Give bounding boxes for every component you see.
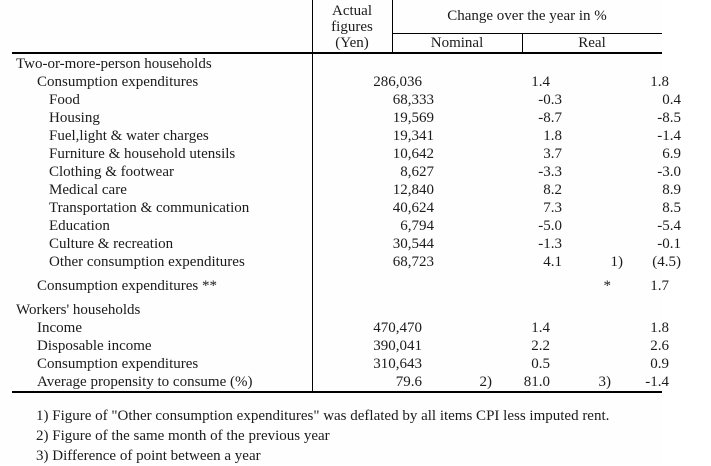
real-value: (4.5) <box>652 254 681 270</box>
row-label: Medical care <box>49 182 127 198</box>
row-label: Income <box>37 320 82 336</box>
table-row <box>0 301 662 319</box>
column-header-change-over-year <box>392 0 662 32</box>
real-value: -1.4 <box>657 128 681 144</box>
actual-figures-value: 68,333 <box>392 92 434 108</box>
table-row <box>0 277 669 295</box>
actual-figures-value: 6,794 <box>400 218 434 234</box>
footnote-marker: 2) <box>479 374 492 390</box>
real-value-cell <box>571 181 711 199</box>
footnote-marker: 1) <box>610 254 623 270</box>
row-label: Fuel,light & water charges <box>49 128 209 144</box>
real-value-cell <box>559 373 699 391</box>
real-value-cell <box>571 91 711 109</box>
table-row <box>0 373 669 391</box>
real-value <box>598 55 648 73</box>
nominal-value: -3.3 <box>538 164 562 180</box>
nominal-value-cell <box>442 145 571 163</box>
real-value-cell <box>538 301 678 319</box>
row-label: Furniture & household utensils <box>49 146 236 162</box>
nominal-value-cell <box>430 73 559 91</box>
row-label: Culture & recreation <box>49 236 174 252</box>
real-value: 2.6 <box>650 338 669 354</box>
real-value: 8.9 <box>662 182 681 198</box>
real-value-cell <box>571 127 711 145</box>
actual-figures-value: 8,627 <box>400 164 434 180</box>
actual-figures-label: Actual figures <box>331 3 373 35</box>
real-value-cell <box>571 145 711 163</box>
nominal-value: 2.2 <box>531 338 550 354</box>
actual-figures-value: 68,723 <box>392 254 434 270</box>
table-row <box>0 181 681 199</box>
table-row <box>0 73 669 91</box>
table-body <box>0 55 681 391</box>
table-row <box>0 109 681 127</box>
row-label: Average propensity to consume (%) <box>37 374 253 390</box>
table-row <box>0 55 662 73</box>
nominal-value-cell <box>442 181 571 199</box>
nominal-value-cell <box>442 199 571 217</box>
row-label: Housing <box>49 110 100 126</box>
nominal-value-cell <box>442 109 571 127</box>
nominal-value-cell <box>442 91 571 109</box>
real-value-cell <box>559 355 699 373</box>
real-value-cell <box>571 235 711 253</box>
nominal-value: -8.7 <box>538 110 562 126</box>
table-row <box>0 127 681 145</box>
row-label: Transportation & communication <box>49 200 250 216</box>
actual-figures-value: 19,341 <box>392 128 434 144</box>
real-value-cell <box>571 217 711 235</box>
rule-table-bottom <box>12 391 662 393</box>
table-row <box>0 199 681 217</box>
row-label: Disposable income <box>37 338 152 354</box>
nominal-value: 0.5 <box>531 356 550 372</box>
row-label: Two-or-more-person households <box>16 56 212 72</box>
footnote-marker: 3) <box>598 374 611 390</box>
nominal-value-cell <box>430 373 559 391</box>
actual-figures-value <box>328 55 409 73</box>
nominal-value-cell <box>430 319 559 337</box>
row-label: Other consumption expenditures <box>49 254 245 270</box>
nominal-value-cell <box>442 163 571 181</box>
row-label: Education <box>49 218 110 234</box>
column-header-actual-figures <box>313 3 391 51</box>
table-row <box>0 217 681 235</box>
real-value-cell <box>559 73 699 91</box>
column-header-real <box>522 34 662 53</box>
table-row <box>0 163 681 181</box>
actual-figures-value: 79.6 <box>395 374 422 390</box>
actual-figures-value: 19,569 <box>392 110 434 126</box>
table-row <box>0 235 681 253</box>
nominal-value-cell <box>409 301 538 319</box>
nominal-value: 8.2 <box>543 182 562 198</box>
nominal-value <box>479 301 529 319</box>
nominal-value: -0.3 <box>538 92 562 108</box>
actual-figures-value: 12,840 <box>392 182 434 198</box>
table-row <box>0 355 669 373</box>
nominal-value: 3.7 <box>543 146 562 162</box>
nominal-label: Nominal <box>430 35 484 51</box>
real-value: 1.8 <box>650 320 669 336</box>
nominal-value: -5.0 <box>538 218 562 234</box>
real-value: 0.9 <box>650 356 669 372</box>
actual-figures-value: 40,624 <box>392 200 434 216</box>
nominal-value: 1.4 <box>531 74 550 90</box>
real-value: 6.9 <box>662 146 681 162</box>
real-value-cell <box>538 55 678 73</box>
table-row <box>0 253 681 271</box>
real-value-cell <box>559 319 699 337</box>
actual-figures-value: 470,470 <box>373 320 422 336</box>
nominal-value: 1.8 <box>543 128 562 144</box>
column-header-nominal <box>392 34 522 53</box>
table-row <box>0 145 681 163</box>
real-value: -0.1 <box>657 236 681 252</box>
nominal-value: 7.3 <box>543 200 562 216</box>
real-value-cell <box>571 163 711 181</box>
real-value-cell <box>571 109 711 127</box>
real-value: -1.4 <box>645 374 669 390</box>
footnote-line: 2) Figure of the same month of the previous year <box>36 428 330 444</box>
actual-figures-value: 30,544 <box>392 236 434 252</box>
footnotes <box>36 406 609 466</box>
nominal-value-cell <box>430 277 559 295</box>
real-label: Real <box>578 35 606 51</box>
row-label: Workers' households <box>16 302 141 318</box>
nominal-value-cell <box>442 217 571 235</box>
real-value: -5.4 <box>657 218 681 234</box>
nominal-value <box>479 55 529 73</box>
real-value-cell <box>571 253 711 271</box>
nominal-value-cell <box>430 355 559 373</box>
real-value: -8.5 <box>657 110 681 126</box>
actual-figures-value: 390,041 <box>373 338 422 354</box>
actual-figures-value <box>349 277 430 295</box>
table-row <box>0 319 669 337</box>
real-value: 1.8 <box>650 74 669 90</box>
footnote-line: 3) Difference of point between a year <box>36 448 261 464</box>
nominal-value: -1.3 <box>538 236 562 252</box>
actual-figures-value: 10,642 <box>392 146 434 162</box>
real-value: -3.0 <box>657 164 681 180</box>
real-value: 0.4 <box>662 92 681 108</box>
table-row <box>0 91 681 109</box>
real-value-cell <box>559 277 699 295</box>
nominal-value-cell <box>442 127 571 145</box>
table-row <box>0 337 669 355</box>
row-label: Consumption expenditures <box>37 356 199 372</box>
actual-figures-unit: (Yen) <box>335 35 369 51</box>
footnote-marker: * <box>603 278 611 294</box>
row-label: Food <box>49 92 80 108</box>
real-value: 1.7 <box>650 278 669 294</box>
row-label: Consumption expenditures ** <box>37 278 217 294</box>
row-label: Consumption expenditures <box>37 74 199 90</box>
real-value-cell <box>559 337 699 355</box>
nominal-value <box>500 277 550 295</box>
nominal-value-cell <box>430 337 559 355</box>
nominal-value: 1.4 <box>531 320 550 336</box>
footnote-line: 1) Figure of "Other consumption expenditures" was deflated by all items CPI less imputed rent. <box>36 408 610 424</box>
actual-figures-value <box>328 301 409 319</box>
nominal-value-cell <box>409 55 538 73</box>
nominal-value-cell <box>442 235 571 253</box>
real-value <box>598 301 648 319</box>
nominal-value: 81.0 <box>523 374 550 390</box>
actual-figures-value: 286,036 <box>373 74 422 90</box>
nominal-value: 4.1 <box>543 254 562 270</box>
actual-figures-value: 310,643 <box>373 356 422 372</box>
nominal-value-cell <box>442 253 571 271</box>
change-over-year-label: Change over the year in % <box>447 7 607 24</box>
real-value-cell <box>571 199 711 217</box>
real-value: 8.5 <box>662 200 681 216</box>
row-label: Clothing & footwear <box>49 164 174 180</box>
